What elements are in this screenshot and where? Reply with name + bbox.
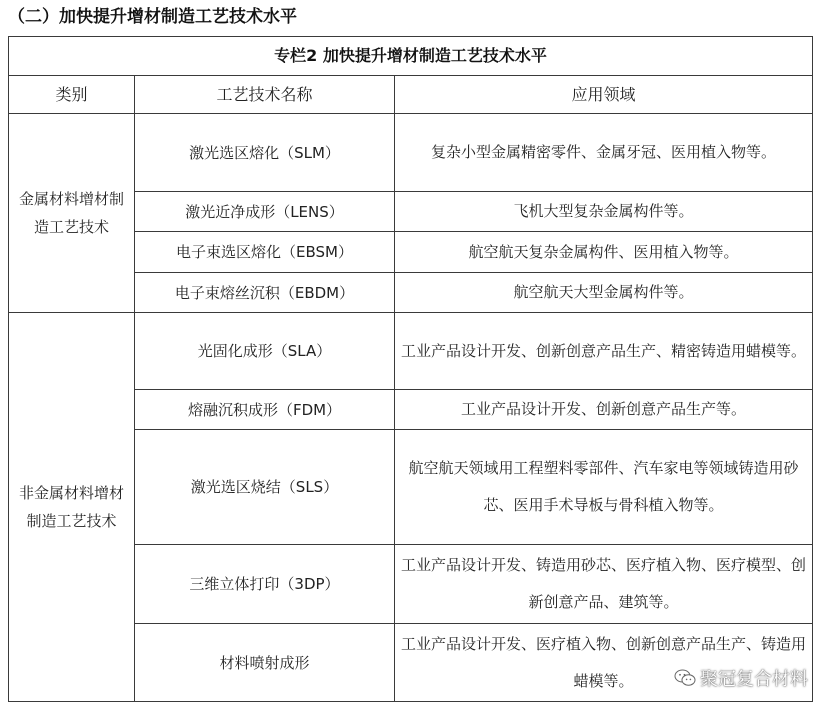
category-cell-nonmetal: 非金属材料增材制造工艺技术 <box>9 313 135 702</box>
wechat-icon <box>674 669 696 687</box>
application-cell: 工业产品设计开发、铸造用砂芯、医疗植入物、医疗模型、创新创意产品、建筑等。 <box>395 545 813 624</box>
application-cell: 航空航天领域用工程塑料零部件、汽车家电等领域铸造用砂芯、医用手术导板与骨科植入物等。 <box>395 430 813 545</box>
column-header-category: 类别 <box>9 76 135 114</box>
caption-row <box>9 37 813 76</box>
table-row <box>9 313 813 390</box>
application-cell: 航空航天复杂金属构件、医用植入物等。 <box>395 232 813 273</box>
process-cell: 电子束熔丝沉积（EBDM） <box>135 273 395 313</box>
section-heading: （二）加快提升增材制造工艺技术水平 <box>8 7 297 27</box>
column-header-application: 应用领域 <box>395 76 813 114</box>
process-cell: 激光近净成形（LENS） <box>135 192 395 232</box>
application-cell: 工业产品设计开发、创新创意产品生产、精密铸造用蜡模等。 <box>395 313 813 390</box>
process-cell: 激光选区熔化（SLM） <box>135 114 395 192</box>
application-cell: 工业产品设计开发、医疗植入物、创新创意产品生产、铸造用蜡模等。 <box>395 624 813 702</box>
process-cell: 材料喷射成形 <box>135 624 395 702</box>
process-cell: 激光选区烧结（SLS） <box>135 430 395 545</box>
table-caption: 专栏2 加快提升增材制造工艺技术水平 <box>9 37 813 76</box>
process-cell: 熔融沉积成形（FDM） <box>135 390 395 430</box>
application-cell: 工业产品设计开发、创新创意产品生产等。 <box>395 390 813 430</box>
category-cell-metal: 金属材料增材制造工艺技术 <box>9 114 135 313</box>
watermark-text: 聚冠复合材料 <box>700 669 808 690</box>
table-row <box>9 114 813 192</box>
application-cell: 航空航天大型金属构件等。 <box>395 273 813 313</box>
application-cell: 复杂小型金属精密零件、金属牙冠、医用植入物等。 <box>395 114 813 192</box>
header-row <box>9 76 813 114</box>
process-cell: 三维立体打印（3DP） <box>135 545 395 624</box>
process-cell: 电子束选区熔化（EBSM） <box>135 232 395 273</box>
watermark <box>674 665 808 691</box>
process-cell: 光固化成形（SLA） <box>135 313 395 390</box>
process-technology-table <box>8 36 813 702</box>
application-cell: 飞机大型复杂金属构件等。 <box>395 192 813 232</box>
column-header-process: 工艺技术名称 <box>135 76 395 114</box>
